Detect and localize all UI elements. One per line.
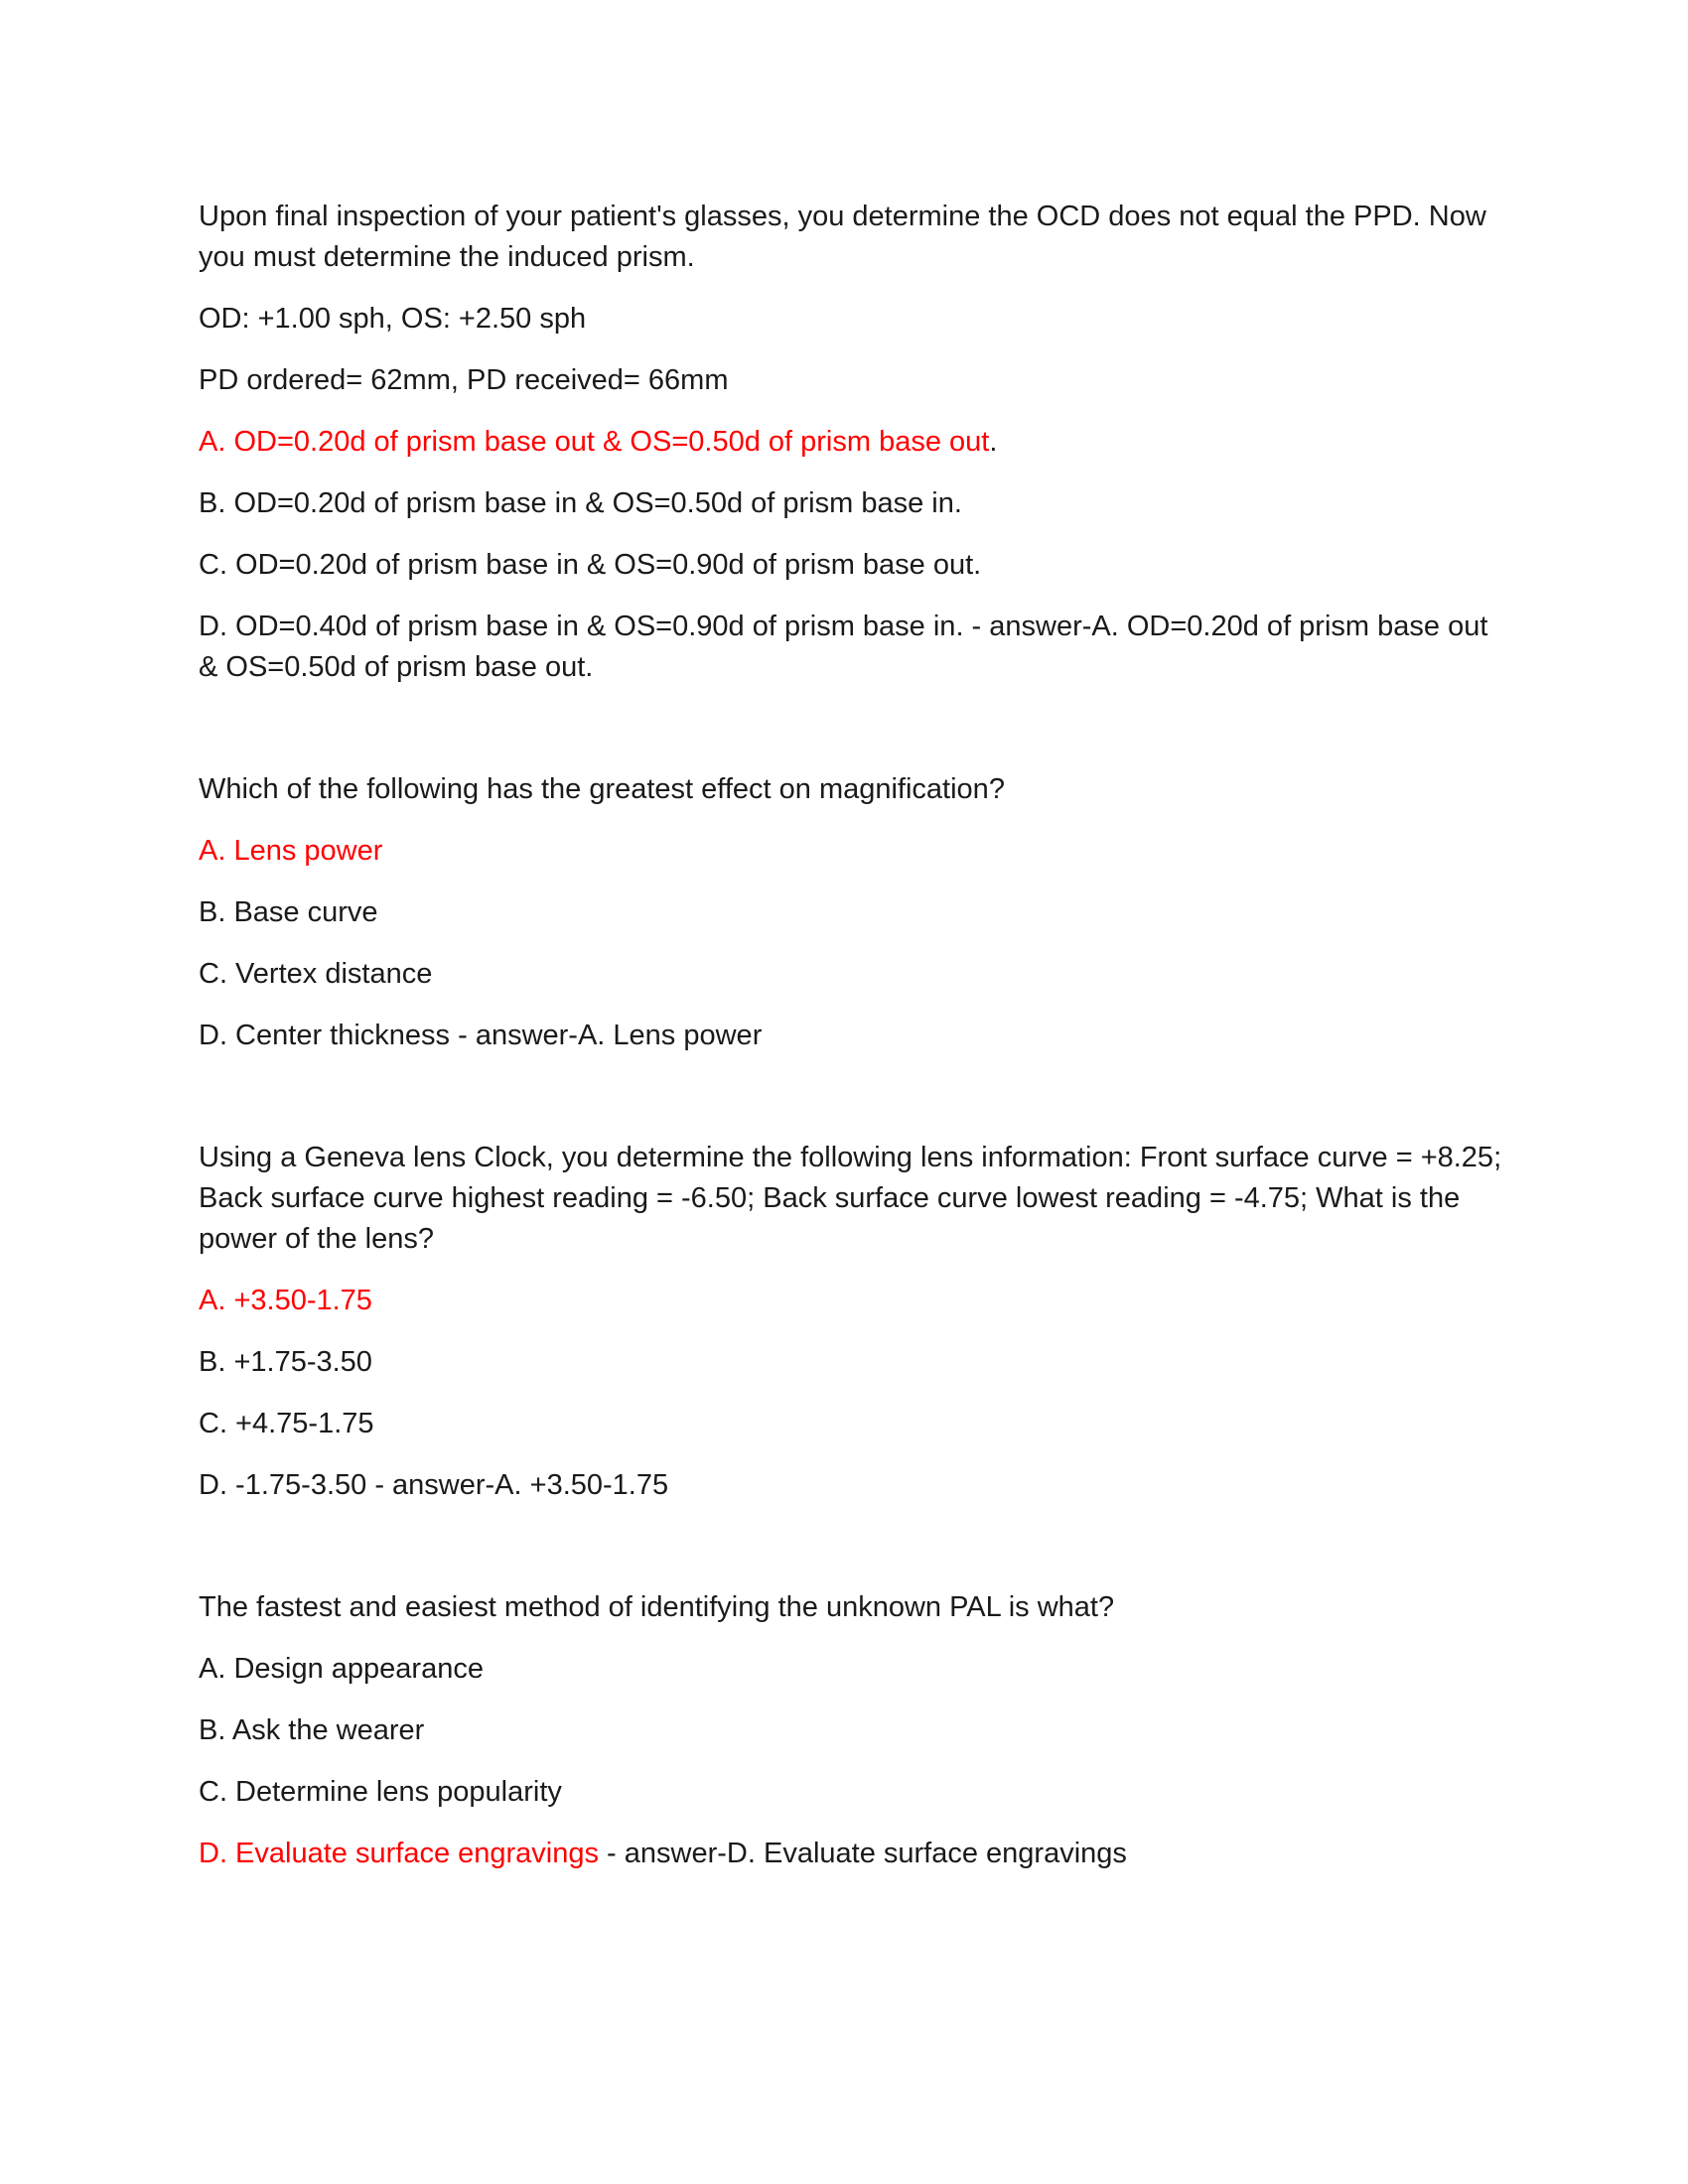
document-page	[199, 197, 1509, 1956]
option-d-text: D. Center thickness	[199, 1020, 451, 1051]
answer-text: - answer-A. OD=0.20d of prism base out & OS=0.50d of prism base out.	[199, 611, 1488, 683]
question-text: Which of the following has the greatest effect on magnification?	[199, 773, 1005, 805]
correct-option-text: A. OD=0.20d of prism base out & OS=0.50d of prism base out	[199, 426, 990, 458]
question-detail: PD ordered= 62mm, PD received= 66mm	[199, 364, 729, 396]
question-4	[199, 1587, 1509, 1874]
question-2	[199, 769, 1509, 1056]
option-d-text: D. -1.75-3.50	[199, 1469, 367, 1501]
question-detail: OD: +1.00 sph, OS: +2.50 sph	[199, 303, 587, 335]
question-text: Upon final inspection of your patient's glasses, you determine the OCD does not equal the PPD. Now you must determine the induced prism.	[199, 201, 1486, 273]
answer-text: - answer-A. Lens power	[450, 1020, 763, 1051]
option-c: C. Vertex distance	[199, 958, 433, 990]
option-a: A. +3.50-1.75	[199, 1285, 372, 1316]
option-a: A. Design appearance	[199, 1653, 484, 1685]
option-a: A. Lens power	[199, 835, 383, 867]
option-d	[199, 607, 1509, 688]
question-text: Using a Geneva lens Clock, you determine the following lens information: Front surface curve = +8.25; Back surface curve highest reading = -6.50; Back surface curve lowest reading = -4.75; What is the power of the lens?	[199, 1142, 1502, 1255]
option-c: C. +4.75-1.75	[199, 1408, 374, 1439]
question-text: The fastest and easiest method of identifying the unknown PAL is what?	[199, 1591, 1115, 1623]
option-b: B. Ask the wearer	[199, 1714, 425, 1746]
option-c: C. OD=0.20d of prism base in & OS=0.90d of prism base out.	[199, 549, 982, 581]
answer-text: - answer-A. +3.50-1.75	[366, 1469, 669, 1501]
option-d	[199, 1016, 1509, 1056]
option-c: C. Determine lens popularity	[199, 1776, 562, 1808]
answer-text: - answer-D. Evaluate surface engravings	[599, 1838, 1127, 1869]
option-d	[199, 1465, 1509, 1506]
option-a	[199, 422, 1509, 463]
option-suffix: .	[989, 426, 998, 458]
option-b: B. OD=0.20d of prism base in & OS=0.50d of prism base in.	[199, 487, 962, 519]
question-1	[199, 197, 1509, 688]
option-d-text: D. OD=0.40d of prism base in & OS=0.90d of prism base in.	[199, 611, 964, 642]
option-b: B. +1.75-3.50	[199, 1346, 372, 1378]
question-3	[199, 1138, 1509, 1506]
option-d	[199, 1834, 1509, 1874]
correct-option-text: D. Evaluate surface engravings	[199, 1838, 599, 1869]
option-b: B. Base curve	[199, 896, 378, 928]
